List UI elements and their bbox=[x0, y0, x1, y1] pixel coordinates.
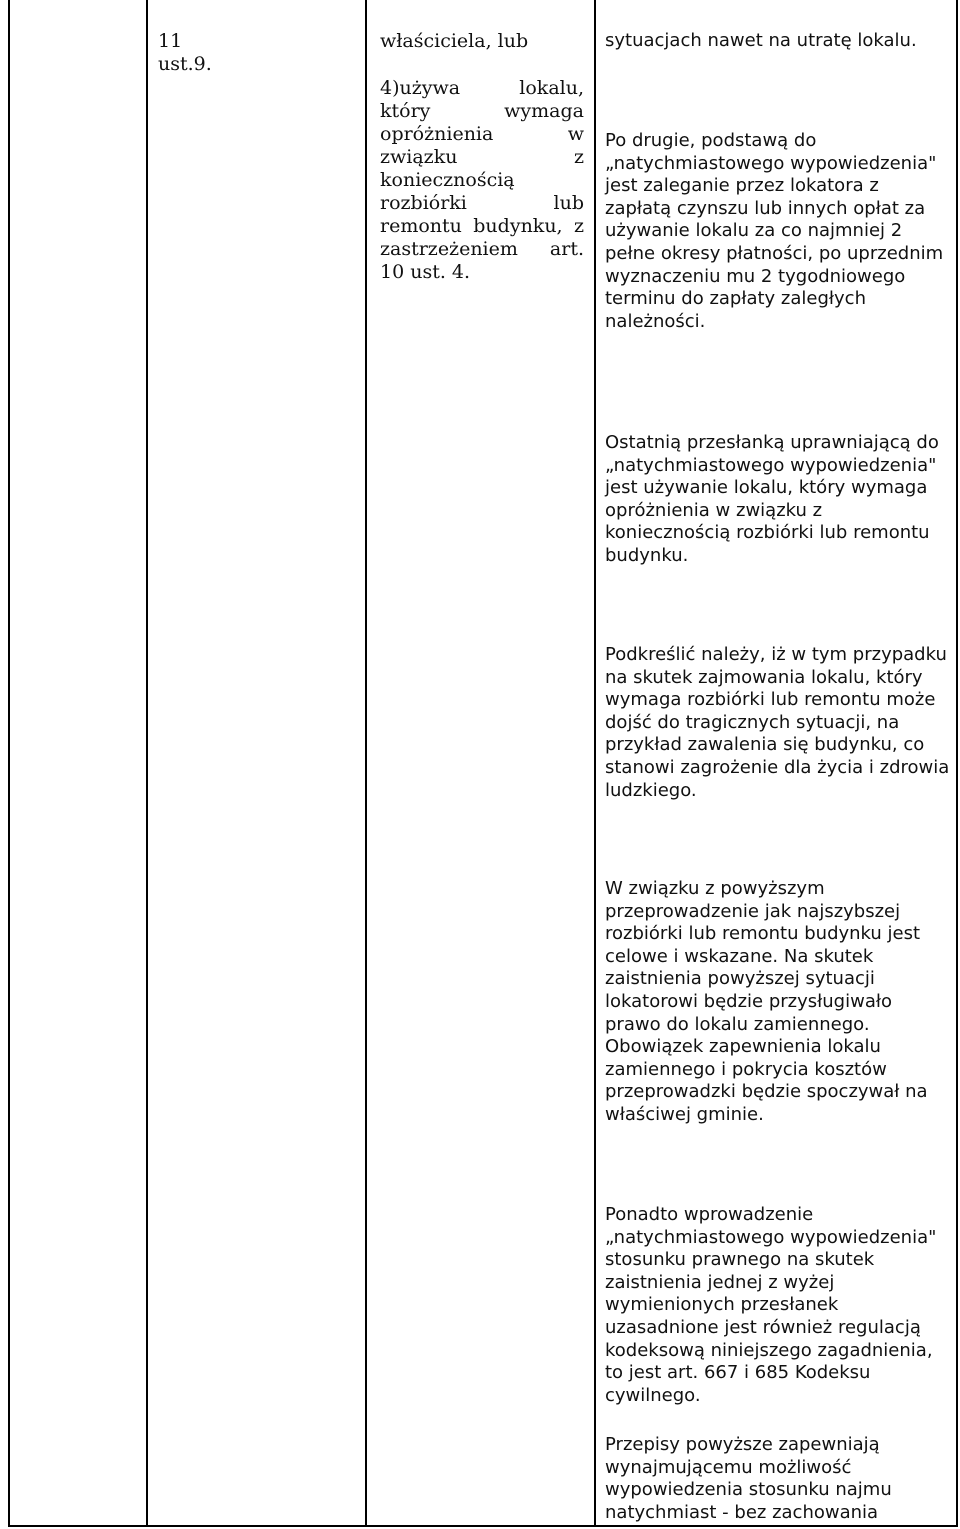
justification-paragraph-1: sytuacjach nawet na utratę lokalu. bbox=[605, 30, 917, 51]
table-border-left bbox=[8, 0, 10, 1527]
justification-paragraph-6: Ponadto wprowadzenie „natychmiastowego wypowiedzenia" stosunku prawnego na skutek zaistnienia jednej z wyżej wymienionych przesłanek uzasadnione jest również regulacją kodeksową niniejszego zagadnienia, to jest art. 667 i 685 Kodeksu cywilnego. bbox=[605, 1204, 937, 1406]
justification-paragraph-4: Podkreślić należy, iż w tym przypadku na skutek zajmowania lokalu, który wymaga rozbiórki lub remontu może dojść do tragicznych sytuacji, na przykład zawalenia się budynku, co stanowi zagrożenie dla życia i zdrowia ludzkiego. bbox=[605, 644, 950, 801]
grounds-paragraph-2: 4)używa lokalu, który wymaga opróżnienia w związku z koniecznością rozbiórki lub remontu budynku, z zastrzeżeniem art. 10 ust. 4. bbox=[380, 77, 584, 283]
justification-paragraph-5: W związku z powyższym przeprowadzenie jak najszybszej rozbiórki lub remontu budynku jest celowe i wskazane. Na skutek zaistnienia powyższej sytuacji lokatorowi będzie przysługiwało prawo do lokalu zamiennego. Obowiązek zapewnienia lokalu zamiennego i pokrycia kosztów przeprowadzki będzie spoczywał na właściwej gminie. bbox=[605, 878, 928, 1125]
justification-paragraph-7: Przepisy powyższe zapewniają wynajmującemu możliwość wypowiedzenia stosunku najmu natychmiast - bez zachowania bbox=[605, 1434, 892, 1523]
table-border-bottom bbox=[8, 1525, 958, 1527]
column-divider-2 bbox=[365, 0, 367, 1527]
grounds-paragraph-1: właściciela, lub bbox=[380, 30, 529, 52]
justification-paragraph-2: Po drugie, podstawą do „natychmiastowego wypowiedzenia" jest zaleganie przez lokatora z zapłatą czynszu lub innych opłat za używanie lokalu za co najmniej 2 pełne okresy płatności, po uprzednim wyznaczeniu mu 2 tygodniowego terminu do zapłaty zaległych należności. bbox=[605, 130, 944, 332]
justification-paragraph-3: Ostatnią przesłanką uprawniającą do „natychmiastowego wypowiedzenia" jest używanie lokalu, który wymaga opróżnienia w związku z koniecznością rozbiórki lub remontu budynku. bbox=[605, 432, 939, 566]
column-divider-3 bbox=[594, 0, 596, 1527]
article-reference-cell bbox=[158, 30, 238, 76]
article-reference: 11 ust.9. bbox=[158, 30, 212, 75]
table-border-right bbox=[956, 0, 958, 1527]
grounds-cell bbox=[380, 30, 584, 308]
column-divider-1 bbox=[146, 0, 148, 1527]
